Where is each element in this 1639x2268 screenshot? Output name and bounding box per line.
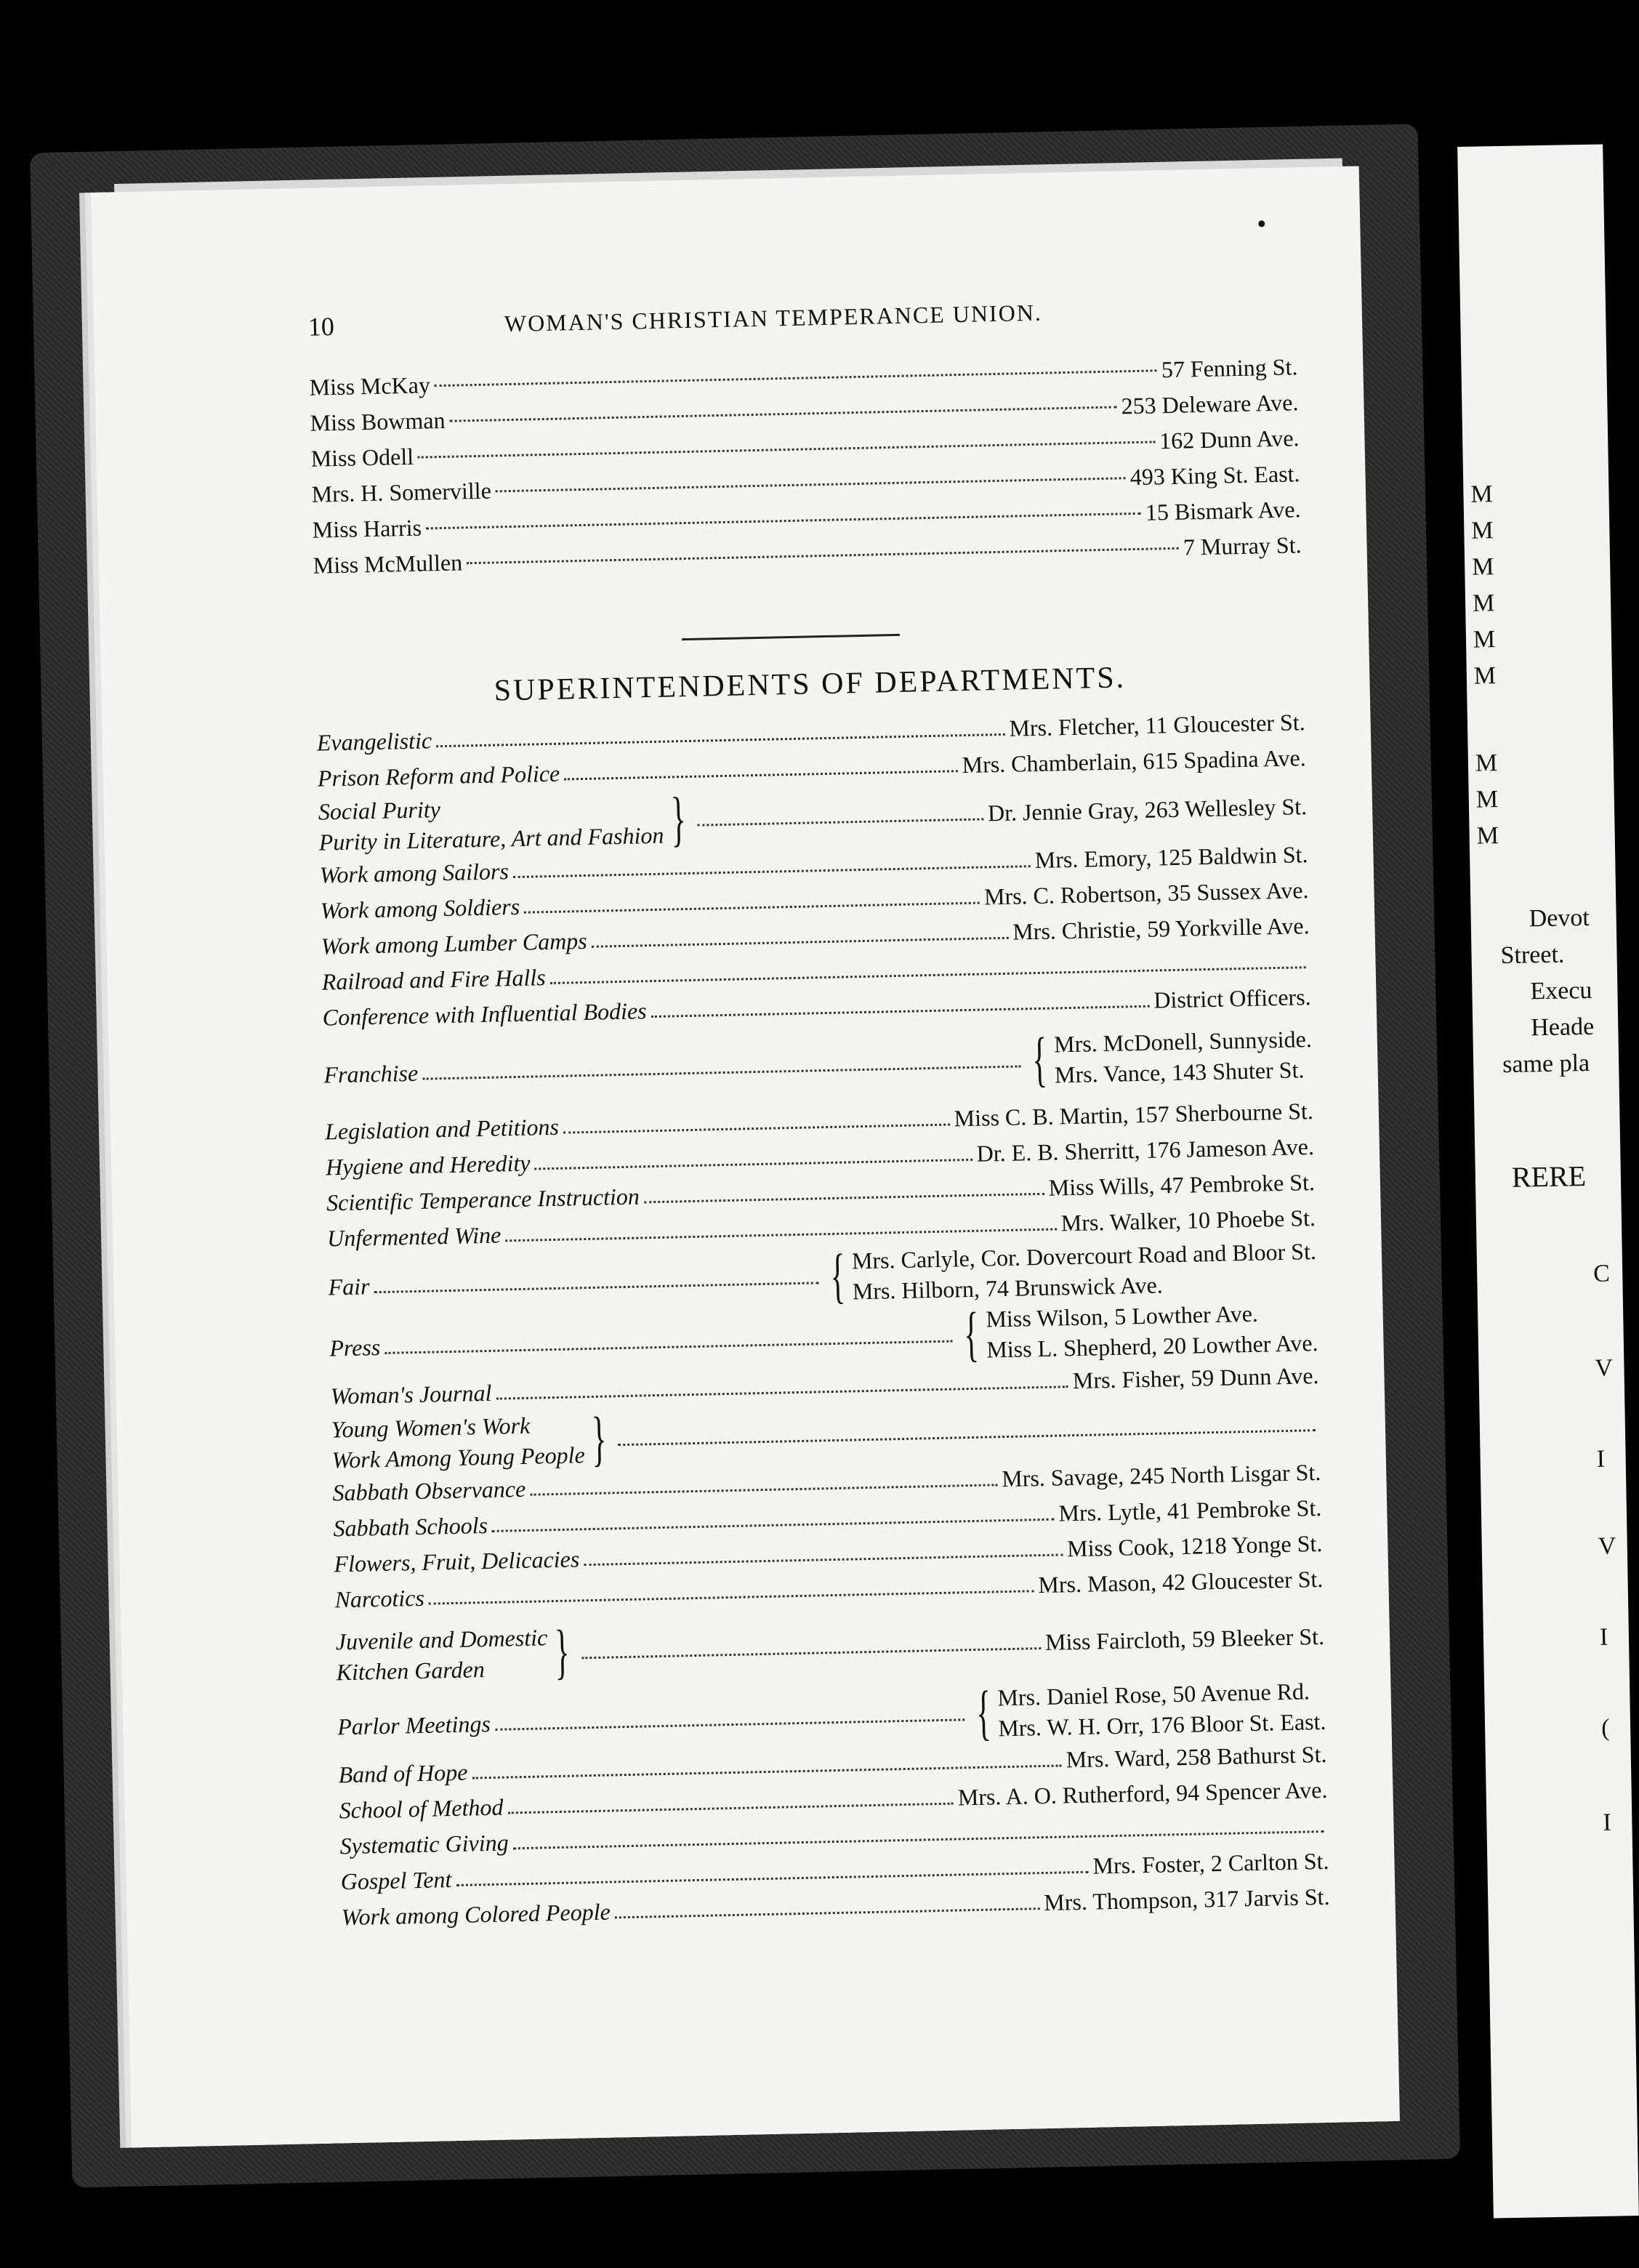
section-title: SUPERINTENDENTS OF DEPARTMENTS. (494, 661, 1127, 708)
superintendent: Mrs. Emory, 125 Baldwin St. (1034, 841, 1308, 873)
leader-dots (384, 1340, 952, 1354)
superintendent: Mrs. Chamberlain, 615 Spadina Ave. (962, 744, 1307, 779)
leader-dots (418, 441, 1155, 458)
superintendent: Mrs. Hilborn, 74 Brunswick Ave. (852, 1271, 1164, 1305)
facing-page-fragment: V (1598, 1532, 1616, 1560)
department-name: Systematic Giving (339, 1829, 509, 1859)
member-address: 15 Bismark Ave. (1145, 496, 1301, 526)
leader-dots (472, 1764, 1063, 1779)
facing-page-fragment: M (1475, 749, 1498, 777)
superintendent-group (997, 1676, 1326, 1743)
facing-page (1457, 144, 1639, 2218)
department-group (335, 1622, 548, 1687)
department-name: Sabbath Observance (332, 1475, 526, 1506)
superintendent: Miss Faircloth, 59 Bleeker St. (1044, 1622, 1325, 1655)
leader-dots (644, 1193, 1044, 1204)
brace-mark: { (963, 1300, 980, 1369)
member-list (309, 349, 1302, 583)
facing-page-fragment: M (1472, 590, 1495, 617)
leader-dots (615, 1907, 1040, 1918)
department-name: Prison Reform and Police (317, 760, 560, 792)
department-name: Woman's Journal (330, 1379, 492, 1410)
superintendent-group (1054, 1024, 1313, 1090)
leader-dots (564, 770, 958, 780)
facing-page-fragment: I (1599, 1623, 1608, 1651)
superintendent: District Officers. (1153, 984, 1311, 1013)
facing-page-fragment: Heade (1530, 1013, 1595, 1042)
superintendent: Mrs. C. Robertson, 35 Sussex Ave. (983, 877, 1309, 910)
brace-mark: } (591, 1404, 608, 1473)
facing-page-fragment: M (1473, 662, 1497, 690)
ink-speck-icon (1258, 220, 1265, 227)
facing-page-fragment: M (1470, 480, 1494, 508)
superintendent: Miss C. B. Martin, 157 Sherbourne St. (954, 1098, 1314, 1132)
leader-dots (374, 1282, 819, 1293)
superintendent: Miss Wilson, 5 Lowther Ave. (986, 1300, 1259, 1332)
brace-mark: } (670, 785, 687, 853)
superintendent: Mrs. Walker, 10 Phoebe St. (1060, 1205, 1316, 1236)
book-page (91, 166, 1400, 2147)
leader-dots (563, 1124, 950, 1134)
leader-dots (651, 1005, 1150, 1018)
leader-dots (581, 1647, 1041, 1659)
department-name: Legislation and Petitions (324, 1113, 560, 1145)
brace-mark: { (1031, 1025, 1048, 1094)
superintendent: Miss Cook, 1218 Yonge St. (1066, 1529, 1323, 1562)
department-name: Gospel Tent (340, 1866, 452, 1895)
facing-page-fragment: I (1596, 1445, 1606, 1473)
page-number: 10 (307, 312, 335, 342)
superintendent: Mrs. Daniel Rose, 50 Avenue Rd. (997, 1678, 1310, 1711)
brace-mark: { (829, 1242, 846, 1311)
department-name: Press (329, 1333, 381, 1361)
superintendent: Mrs. A. O. Rutherford, 94 Spencer Ave. (957, 1776, 1328, 1811)
department-name: Narcotics (334, 1584, 425, 1613)
member-name: Miss Odell (310, 443, 414, 472)
member-address: 57 Fenning St. (1161, 353, 1298, 383)
department-name: Band of Hope (338, 1758, 468, 1788)
brace-mark: } (554, 1617, 571, 1686)
superintendent: Dr. Jennie Gray, 263 Wellesley St. (987, 792, 1308, 826)
superintendent: Miss L. Shepherd, 20 Lowther Ave. (986, 1329, 1318, 1363)
leader-dots (456, 1871, 1088, 1886)
member-name: Miss McKay (309, 371, 431, 401)
member-name: Miss Bowman (310, 406, 446, 436)
superintendent-group (986, 1297, 1318, 1365)
leader-dots (422, 1065, 1020, 1079)
department-name: Work among Colored People (341, 1898, 611, 1931)
facing-page-fragment: M (1471, 517, 1494, 544)
department-name: Work among Sailors (319, 858, 510, 888)
facing-page-fragment: same pla (1502, 1049, 1590, 1079)
department-name: School of Method (339, 1793, 504, 1824)
leader-dots (467, 547, 1179, 565)
member-name: Mrs. H. Somerville (311, 477, 492, 507)
department-name: Parlor Meetings (337, 1710, 491, 1740)
leader-dots (492, 1519, 1055, 1532)
superintendent: Mrs. McDonell, Sunnyside. (1053, 1026, 1313, 1058)
facing-page-fragment: Execu (1530, 976, 1592, 1005)
brace-mark: { (975, 1678, 991, 1747)
facing-page-fragment: M (1475, 786, 1499, 813)
facing-page-fragment: M (1471, 553, 1494, 581)
superintendent: Mrs. Mason, 42 Gloucester St. (1038, 1565, 1324, 1599)
department-name: Kitchen Garden (336, 1656, 486, 1686)
facing-page-fragment: RERE (1511, 1159, 1587, 1194)
department-name: Work among Soldiers (320, 893, 520, 924)
leader-dots (697, 818, 983, 826)
leader-dots (592, 937, 1009, 948)
superintendent: Miss Wills, 47 Pembroke St. (1048, 1169, 1316, 1201)
leader-dots (524, 902, 980, 914)
leader-dots (584, 1553, 1063, 1566)
departments-list (316, 704, 1330, 1935)
facing-page-fragment: I (1603, 1809, 1612, 1836)
department-name: Railroad and Fire Halls (321, 964, 546, 995)
facing-page-fragment: Devot (1529, 904, 1590, 933)
department-name: Young Women's Work (331, 1412, 531, 1443)
leader-dots (505, 1228, 1057, 1242)
superintendent: Mrs. Christie, 59 Yorkville Ave. (1012, 912, 1310, 945)
department-name: Scientific Temperance Instruction (326, 1183, 640, 1216)
facing-page-fragment: C (1592, 1260, 1611, 1287)
department-name: Fair (328, 1272, 370, 1300)
superintendent: Mrs. Lytle, 41 Pembroke St. (1058, 1494, 1322, 1527)
superintendent: Mrs. Fletcher, 11 Gloucester St. (1009, 709, 1305, 741)
department-name: Franchise (323, 1059, 419, 1088)
leader-dots (435, 369, 1157, 387)
member-address: 162 Dunn Ave. (1159, 425, 1300, 454)
department-name: Sabbath Schools (333, 1511, 488, 1542)
member-address: 7 Murray St. (1183, 531, 1302, 560)
superintendent: Mrs. W. H. Orr, 176 Bloor St. East. (997, 1708, 1326, 1742)
member-address: 493 King St. East. (1129, 460, 1300, 491)
section-divider (682, 634, 900, 640)
superintendent: Mrs. Thompson, 317 Jarvis St. (1043, 1883, 1330, 1916)
facing-page-fragment: V (1595, 1354, 1614, 1382)
superintendent: Mrs. Foster, 2 Carlton St. (1092, 1847, 1329, 1879)
department-name: Evangelistic (316, 727, 432, 756)
facing-page-fragment: ( (1600, 1714, 1610, 1742)
leader-dots (429, 1590, 1034, 1604)
department-name: Flowers, Fruit, Delicacies (334, 1545, 580, 1577)
leader-dots (496, 1386, 1069, 1399)
superintendent: Mrs. Carlyle, Cor. Dovercourt Road and Bloor St. (851, 1238, 1317, 1274)
facing-page-fragment: Street. (1500, 941, 1565, 970)
department-name: Work among Lumber Camps (321, 927, 588, 960)
department-group (331, 1409, 585, 1475)
facing-page-fragment: M (1473, 626, 1496, 654)
leader-dots (619, 1429, 1316, 1446)
superintendent-group (852, 1236, 1318, 1306)
department-group (318, 789, 664, 858)
leader-dots (508, 1803, 954, 1814)
leader-dots (436, 733, 1004, 747)
superintendent: Mrs. Savage, 245 North Lisgar St. (1001, 1458, 1321, 1492)
department-name: Work Among Young People (331, 1441, 586, 1473)
department-name: Hygiene and Heredity (325, 1149, 531, 1181)
superintendent: Mrs. Vance, 143 Shuter St. (1054, 1056, 1305, 1088)
department-name: Social Purity (318, 796, 441, 825)
leader-dots (513, 865, 1031, 878)
leader-dots (530, 1484, 997, 1495)
superintendent: Mrs. Fisher, 59 Dunn Ave. (1072, 1362, 1319, 1394)
facing-page-fragment: M (1476, 822, 1499, 850)
running-head (307, 291, 1297, 355)
member-name: Miss Harris (312, 514, 422, 543)
running-head-title: WOMAN'S CHRISTIAN TEMPERANCE UNION. (504, 299, 1043, 337)
member-address: 253 Deleware Ave. (1121, 389, 1299, 419)
page-content (307, 291, 1329, 1935)
leader-dots (495, 1718, 965, 1731)
department-name: Conference with Influential Bodies (322, 997, 647, 1031)
member-name: Miss McMullen (313, 549, 463, 579)
department-name: Unfermented Wine (326, 1221, 502, 1252)
leader-dots (496, 477, 1126, 492)
department-name: Juvenile and Domestic (335, 1624, 548, 1655)
superintendent: Mrs. Ward, 258 Bathurst St. (1066, 1740, 1327, 1773)
leader-dots (426, 512, 1141, 530)
department-name: Purity in Literature, Art and Fashion (318, 821, 664, 856)
leader-dots (449, 406, 1116, 422)
leader-dots (535, 1159, 972, 1170)
superintendent: Dr. E. B. Sherritt, 176 Jameson Ave. (976, 1133, 1315, 1167)
